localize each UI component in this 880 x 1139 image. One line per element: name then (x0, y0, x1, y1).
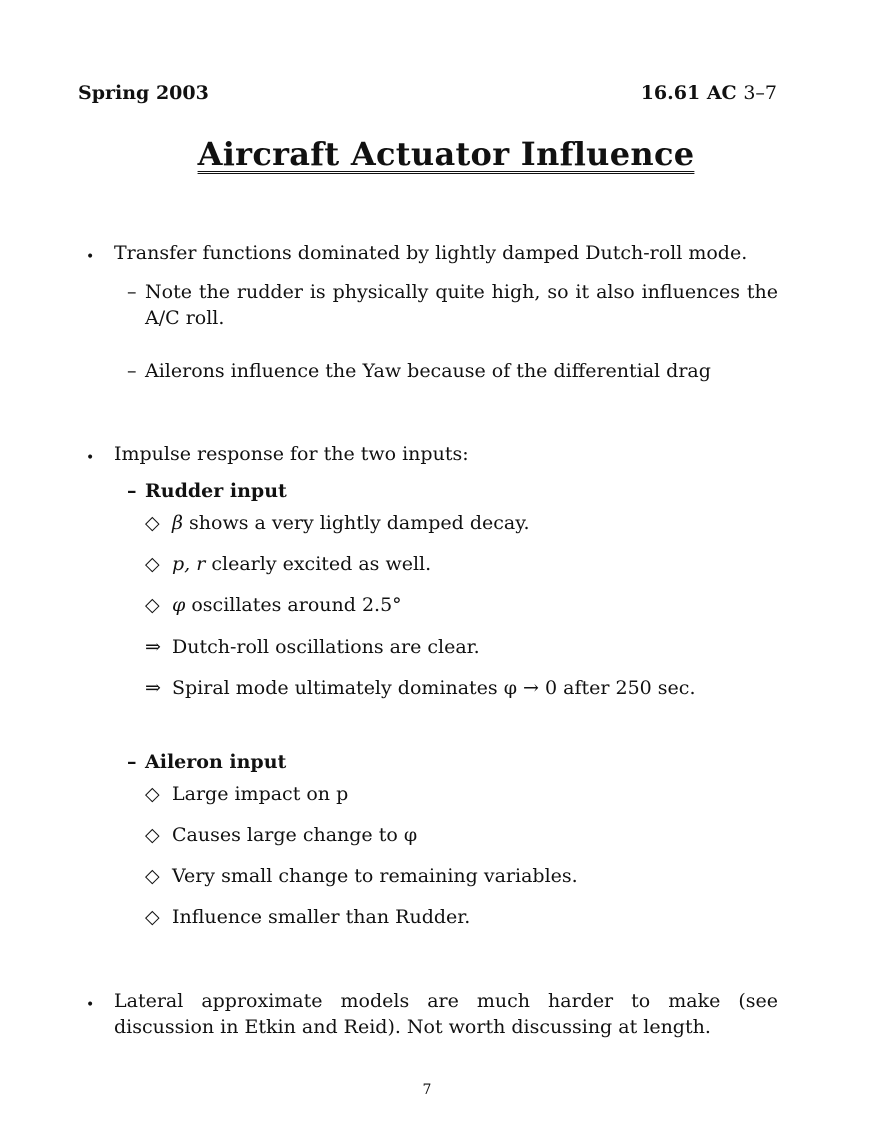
aileron-item-1: Large impact on p (172, 783, 349, 805)
header-right (641, 82, 777, 104)
aileron-item-4: Influence smaller than Rudder. (172, 906, 471, 928)
rudder-item-beta: β shows a very lightly damped decay. (172, 512, 530, 534)
aileron-item-2: Causes large change to φ (172, 824, 418, 846)
page-title (0, 135, 880, 173)
dash-icon: – (127, 360, 137, 382)
bullet-transfer-functions: Transfer functions dominated by lightly damped Dutch-roll mode. (114, 242, 748, 264)
bullet-lateral-models: Lateral approximate models are much harder to make (see discussion in Etkin and Reid). Not worth discussing at length. (114, 990, 778, 1038)
rudder-implies-spiral: Spiral mode ultimately dominates φ → 0 after 250 sec. (172, 677, 696, 699)
sub-ailerons-yaw: Ailerons influence the Yaw because of the differential drag (145, 360, 711, 382)
rudder-item-phi: φ oscillates around 2.5° (172, 594, 402, 616)
diamond-icon: ◇ (145, 512, 160, 534)
bullet-icon: • (86, 249, 95, 265)
rudder-item-pr: p, r clearly excited as well. (172, 553, 432, 575)
page-title-text: Aircraft Actuator Influence (197, 135, 695, 173)
diamond-icon: ◇ (145, 553, 160, 575)
diamond-icon: ◇ (145, 594, 160, 616)
header-left: Spring 2003 (78, 82, 209, 104)
implies-icon: ⇒ (145, 677, 161, 699)
page-number: 7 (422, 1082, 432, 1098)
diamond-icon: ◇ (145, 824, 160, 846)
bullet-icon: • (86, 997, 95, 1013)
aileron-item-3: Very small change to remaining variables. (172, 865, 578, 887)
dash-icon: – (127, 751, 137, 773)
sub-rudder-note: Note the rudder is physically quite high, so it also influences the A/C roll. (145, 281, 778, 329)
rudder-input-heading: Rudder input (145, 480, 287, 502)
page-ref: 3–7 (743, 82, 777, 104)
rudder-implies-dutch-roll: Dutch-roll oscillations are clear. (172, 636, 480, 658)
dash-icon: – (127, 480, 137, 502)
dash-icon: – (127, 281, 137, 303)
bullet-impulse-response: Impulse response for the two inputs: (114, 443, 469, 465)
bullet-icon: • (86, 450, 95, 466)
implies-icon: ⇒ (145, 636, 161, 658)
aileron-input-heading: Aileron input (145, 751, 287, 773)
diamond-icon: ◇ (145, 906, 160, 928)
diamond-icon: ◇ (145, 865, 160, 887)
course-code: 16.61 AC (640, 82, 737, 104)
diamond-icon: ◇ (145, 783, 160, 805)
